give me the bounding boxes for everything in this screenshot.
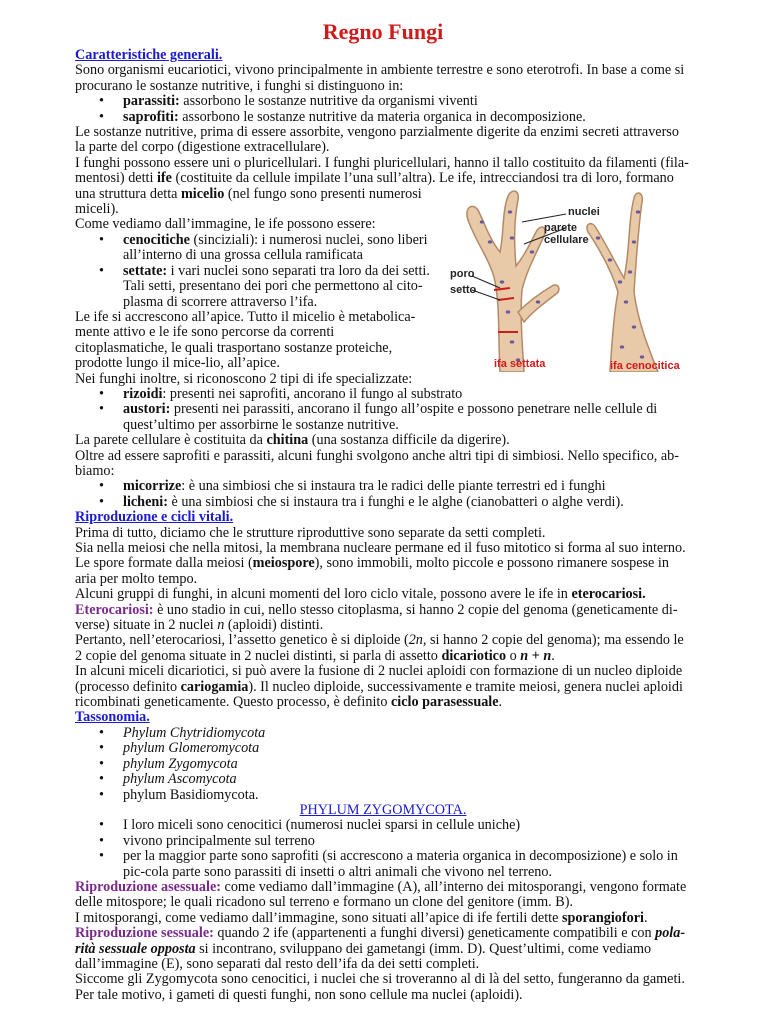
list-item: • phylum Ascomycota — [75, 772, 691, 787]
list-item: • cenocitiche (sinciziali): i numerosi nuclei, sono liberi all’interno di una grossa cellula ramificata — [75, 233, 430, 264]
paragraph: Per tale motivo, i gameti di questi funghi, non sono cellule ma nuclei (aploidi). — [75, 986, 523, 1003]
paragraph: I funghi possono essere uni o pluricellulari. I funghi pluricellulari, hanno il tallo costituito da filamenti (fila-mentosi) detti ife (costituite da cellule impilate l’una sull’altra). Le ife, intrecciandosi tra di loro, formano — [75, 154, 689, 187]
list-item: • Phylum Chytridiomycota — [75, 726, 691, 741]
page-title: Regno Fungi — [322, 19, 444, 44]
section-heading-riproduzione[interactable]: Riproduzione e cicli vitali. — [75, 509, 234, 526]
nutrition-list — [75, 94, 691, 125]
list-item: • per la maggior parte sono saprofiti (si accrescono a materia organica in decomposizione) e solo in pic-cola parte sono parassiti di insetti o altri animali che vivono nel terreno. — [75, 849, 691, 880]
coenocytic-hypha — [587, 193, 658, 372]
paragraph: Siccome gli Zygomycota sono cenocitici, i nuclei che si troveranno al di là del setto, fungeranno da gameti. — [75, 971, 685, 988]
paragraph: Oltre ad essere saprofiti e parassiti, alcuni funghi svolgono anche altri tipi di simbiosi. Nello specifico, ab-biamo: — [75, 447, 679, 479]
list-item: • vivono principalmente sul terreno — [75, 834, 691, 849]
list-item: • settate: i vari nuclei sono separati tra loro da dei setti. Tali setti, presentano dei pori che permettono al cito-plasma di scorrere attraverso l’ifa. — [75, 264, 430, 310]
label-setto: setto — [450, 284, 477, 296]
caption-ifa-cenocitica: ifa cenocitica — [610, 360, 680, 372]
paragraph: Alcuni gruppi di funghi, in alcuni momenti del loro ciclo vitale, possono avere le ife in eterocariosi. — [75, 586, 646, 603]
paragraph: Sia nella meiosi che nella mitosi, la membrana nucleare permane ed il fuso mitotico si forma al suo interno. — [75, 540, 686, 556]
list-item: • phylum Glomeromycota — [75, 741, 691, 756]
paragraph: La parete cellulare è costituita da chitina (una sostanza difficile da digerire). — [75, 432, 510, 449]
paragraph: Pertanto, nell’eterocariosi, l’assetto genetico è si diploide (2n, si hanno 2 copie del genoma); ma essendo le 2 copie del genoma situate in 2 nuclei distinti, si parla di assetto dicariotico o n + n. — [75, 632, 684, 664]
section-heading-zygomycota[interactable]: PHYLUM ZYGOMYCOTA. — [299, 801, 467, 818]
paragraph: Le spore formate dalla meiosi (meiospore), sono immobili, molto piccole e possono rimanere sospese in aria per molto tempo. — [75, 555, 669, 587]
label-poro: poro — [450, 268, 475, 280]
list-item: • parassiti: assorbono le sostanze nutritive da organismi viventi — [75, 94, 691, 109]
taxonomy-list — [75, 726, 691, 803]
specialized-hyphae-list — [75, 387, 691, 433]
section-heading-caratteristiche[interactable]: Caratteristiche generali. — [75, 47, 223, 63]
list-item: • licheni: è una simbiosi che si instaura tra i funghi e le alghe (cianobatteri o alghe verdi). — [75, 495, 691, 510]
paragraph: Nei funghi inoltre, si riconoscono 2 tipi di ife specializzate: — [75, 370, 413, 387]
paragraph: Riproduzione sessuale: quando 2 ife (appartenenti a funghi diversi) geneticamente compatibili e con pola-rità sessuale opposta si incontrano, sviluppano dei gametangi (imm. D). Quest’ultimi, come vediamo dall’immagine (E), sono separati dal resto dell’ifa da dei setti completi. — [75, 925, 686, 972]
document-body — [75, 18, 691, 1003]
section-heading-tassonomia[interactable]: Tassonomia. — [75, 709, 150, 726]
hyphae-figure — [438, 182, 692, 372]
list-item: • phylum Basidiomycota. — [75, 788, 691, 803]
paragraph: Le sostanze nutritive, prima di essere assorbite, vengono parzialmente digerite da enzimi secreti attraverso la parte del corpo (digestione extracellulare). — [75, 124, 679, 156]
list-item: • austori: presenti nei parassiti, ancorano il fungo all’ospite e possono penetrare nelle cellule di quest’ultimo per assorbirne le sostanze nutritive. — [75, 402, 691, 433]
paragraph: I mitosporangi, come vediamo dall’immagine, sono situati all’apice di ife fertili dette sporangiofori. — [75, 909, 648, 926]
list-item: • micorrize: è una simbiosi che si instaura tra le radici delle piante terrestri ed i funghi — [75, 479, 691, 494]
paragraph: Prima di tutto, diciamo che le strutture riproduttive sono separate da setti completi. — [75, 524, 546, 541]
septate-hypha — [467, 191, 545, 372]
caption-ifa-settata: ifa settata — [494, 358, 546, 370]
paragraph: Come vediamo dall’immagine, le ife possono essere: — [75, 216, 376, 233]
list-item: • rizoidi: presenti nei saprofiti, ancorano il fungo al substrato — [75, 387, 691, 402]
list-item: • saprofiti: assorbono le sostanze nutritive da materia organica in decomposizione. — [75, 110, 691, 125]
paragraph: Sono organismi eucariotici, vivono principalmente in ambiente terrestre e sono eterotrofi. In base a come si procurano le sostanze nutritive, i funghi si distinguono in: — [75, 62, 685, 94]
hyphae-types-list — [75, 233, 430, 310]
paragraph: una struttura detta micelio (nel fungo sono presenti numerosi miceli). — [75, 185, 422, 218]
paragraph: In alcuni miceli dicariotici, si può avere la fusione di 2 nuclei aploidi con formazione di un nucleo diploide (processo definito cariogamia). Il nucleo diploide, successivamente e tramite meiosi, genera nuclei aploidi ricombinati geneticamente. Questo processo, è definito ciclo parasessuale. — [75, 663, 683, 711]
label-nuclei: nuclei — [568, 206, 600, 218]
label-parete-cellulare: parete cellulare — [544, 222, 589, 246]
zygomycota-list — [75, 818, 691, 880]
list-item: • phylum Zygomycota — [75, 757, 691, 772]
paragraph: Le ife si accrescono all’apice. Tutto il micelio è metabolica-mente attivo e le ife sono percorse da correnti citoplasmatiche, le quali trasportano sostanze proteiche, prodotte lungo il mice-lio, all’apice. — [75, 308, 416, 372]
list-item: • I loro miceli sono cenocitici (numerosi nuclei sparsi in cellule uniche) — [75, 818, 691, 833]
hyphae-illustration — [438, 182, 692, 372]
symbiosis-list — [75, 479, 691, 510]
paragraph: Eterocariosi: è uno stadio in cui, nello stesso citoplasma, si hanno 2 copie del genoma (geneticamente di-verse) situate in 2 nuclei n (aploidi) distinti. — [75, 601, 678, 634]
paragraph: Riproduzione asessuale: come vediamo dall’immagine (A), all’interno dei mitosporangi, vengono formate delle mitospore; le quali ricadono sul terreno e formano un clone del genitore (imm. B). — [75, 878, 687, 911]
